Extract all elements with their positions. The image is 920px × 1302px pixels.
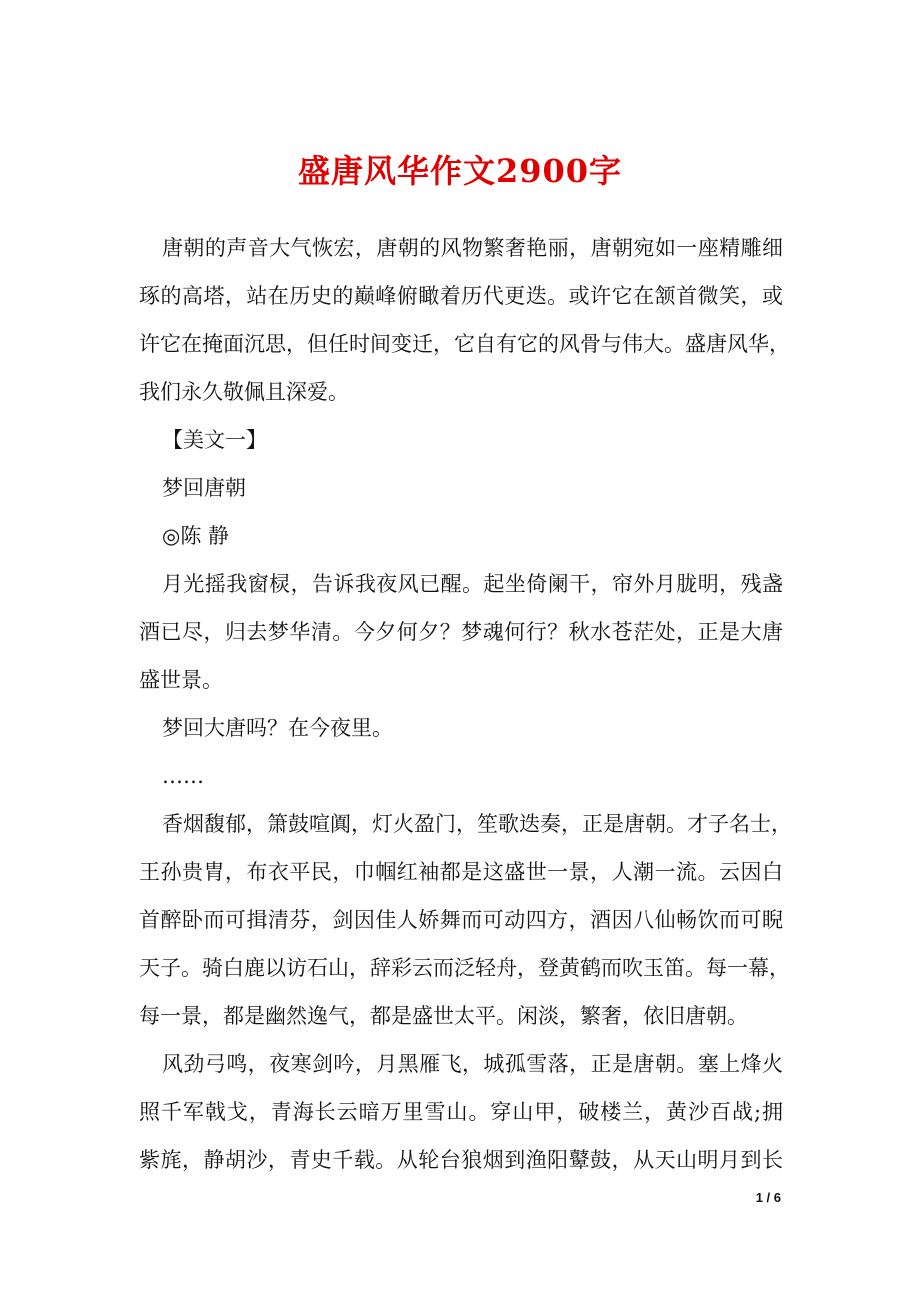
text-line: 许它在掩面沉思，但任时间变迁，它自有它的风骨与伟大。盛唐风华， <box>139 332 790 356</box>
paragraph <box>139 800 792 1040</box>
text-line: 风劲弓鸣，夜寒剑吟，月黑雁飞，城孤雪落，正是唐朝。塞上烽火 <box>162 1052 783 1076</box>
text-line: 梦回大唐吗？在今夜里。 <box>162 716 393 740</box>
document-body <box>139 224 792 1184</box>
paragraph <box>139 224 790 416</box>
paragraph <box>139 416 783 464</box>
text-line: 天子。骑白鹿以访石山，辞彩云而泛轻舟，登黄鹤而吹玉笛。每一幕， <box>139 956 790 980</box>
text-line: 首醉卧而可揖清芬，剑因佳人娇舞而可动四方，酒因八仙畅饮而可睨 <box>139 908 783 932</box>
paragraph <box>139 560 783 704</box>
page-number: 1 / 6 <box>755 1190 781 1205</box>
paragraph <box>139 512 783 560</box>
text-line: 香烟馥郁，箫鼓喧阗，灯火盈门，笙歌迭奏，正是唐朝。才子名士， <box>162 812 792 836</box>
document-title: 盛唐风华作文2900字 <box>297 152 623 190</box>
text-line: 月光摇我窗棂，告诉我夜风已醒。起坐倚阑干，帘外月胧明，残盏 <box>162 572 783 596</box>
text-line: ◎陈 静 <box>162 524 229 548</box>
text-line: 盛世景。 <box>139 668 223 692</box>
paragraph <box>139 752 783 800</box>
text-line: 照千军戟戈，青海长云暗万里雪山。穿山甲，破楼兰，黄沙百战;拥 <box>139 1100 783 1124</box>
text-line: 每一景，都是幽然逸气，都是盛世太平。闲淡，繁奢，依旧唐朝。 <box>139 1004 748 1028</box>
paragraph <box>139 704 783 752</box>
paragraph <box>139 464 783 512</box>
text-line: 【美文一】 <box>162 428 267 452</box>
text-line: 唐朝的声音大气恢宏，唐朝的风物繁奢艳丽，唐朝宛如一座精雕细 <box>162 236 783 260</box>
text-line: …… <box>162 764 204 788</box>
text-line: 紫旄，静胡沙，青史千载。从轮台狼烟到渔阳鼙鼓，从天山明月到长 <box>139 1148 783 1172</box>
text-line: 王孙贵胄，布衣平民，巾帼红袖都是这盛世一景，人潮一流。云因白 <box>139 860 783 884</box>
text-line: 梦回唐朝 <box>162 476 246 500</box>
paragraph <box>139 1040 783 1184</box>
text-line: 琢的高塔，站在历史的巅峰俯瞰着历代更迭。或许它在颔首微笑，或 <box>139 284 783 308</box>
text-line: 我们永久敬佩且深爱。 <box>139 380 349 404</box>
text-line: 酒已尽，归去梦华清。今夕何夕？梦魂何行？秋水苍茫处，正是大唐 <box>139 620 783 644</box>
